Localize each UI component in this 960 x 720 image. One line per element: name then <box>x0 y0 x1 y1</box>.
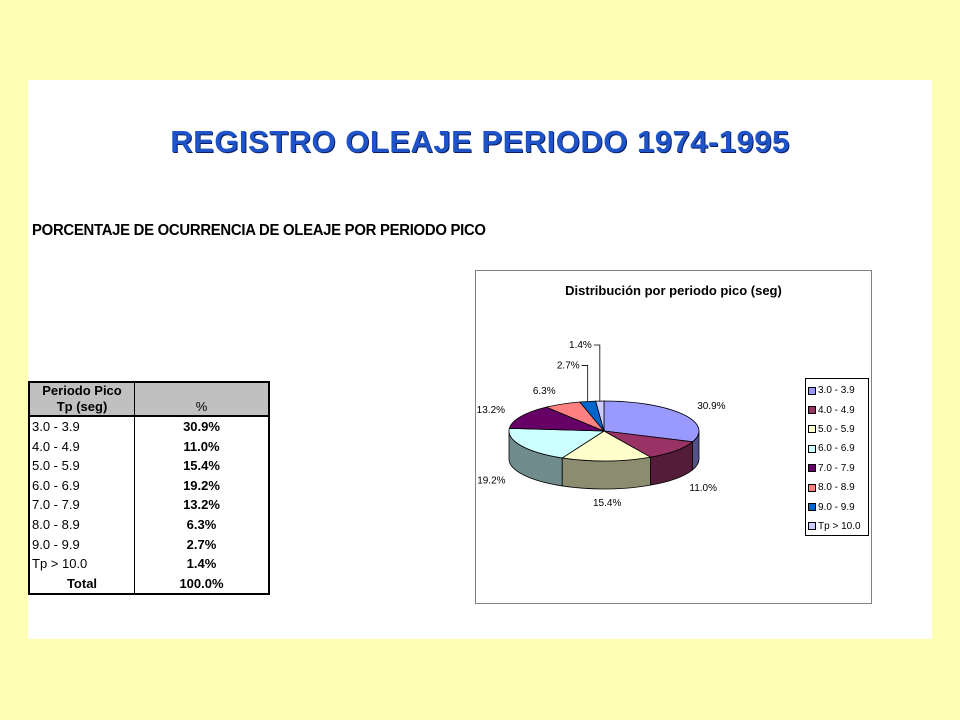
legend-item <box>808 439 868 458</box>
legend-label: 6.0 - 6.9 <box>818 443 855 455</box>
label-leader-line <box>594 345 600 401</box>
legend-item <box>808 497 868 516</box>
row-range: 8.0 - 8.9 <box>29 515 135 535</box>
table-row <box>29 456 269 476</box>
table-row <box>29 554 269 574</box>
chart-area <box>475 270 872 604</box>
table-row <box>29 535 269 555</box>
svg-text:15.4%: 15.4% <box>593 497 622 509</box>
total-label: Total <box>29 574 135 595</box>
row-range: 7.0 - 7.9 <box>29 495 135 515</box>
legend-swatch <box>808 387 816 395</box>
table-row <box>29 476 269 496</box>
worksheet <box>28 80 932 639</box>
header-period <box>29 382 135 416</box>
svg-text:13.2%: 13.2% <box>476 404 506 416</box>
chart-title: Distribución por periodo pico (seg) <box>565 283 782 298</box>
legend-swatch <box>808 464 816 472</box>
legend-label: 7.0 - 7.9 <box>818 462 855 474</box>
table-row <box>29 495 269 515</box>
row-percent: 19.2% <box>135 476 270 496</box>
legend-label: Tp > 10.0 <box>818 520 861 532</box>
total-value: 100.0% <box>135 574 270 595</box>
row-range: 5.0 - 5.9 <box>29 456 135 476</box>
row-range: Tp > 10.0 <box>29 554 135 574</box>
row-percent: 6.3% <box>135 515 270 535</box>
legend-swatch <box>808 503 816 511</box>
header-period-line1: Periodo Pico <box>42 383 122 398</box>
pie-data-label <box>533 386 556 397</box>
page-title: REGISTRO OLEAJE PERIODO 1974-1995 <box>170 124 790 159</box>
legend-item <box>808 400 868 419</box>
svg-text:30.9%: 30.9% <box>697 401 726 413</box>
row-percent: 11.0% <box>135 437 270 457</box>
row-percent: 1.4% <box>135 554 270 574</box>
pie-data-label <box>477 405 505 416</box>
total-row <box>29 574 269 595</box>
legend-item <box>808 420 868 439</box>
row-percent: 2.7% <box>135 535 270 555</box>
pie-slice-side <box>562 457 650 489</box>
row-range: 6.0 - 6.9 <box>29 476 135 496</box>
pie-data-label <box>689 483 717 494</box>
header-period-line2: Tp (seg) <box>56 399 108 414</box>
pie-data-label <box>593 498 621 509</box>
legend-label: 9.0 - 9.9 <box>818 501 855 513</box>
table-row <box>29 515 269 535</box>
legend-item <box>808 459 868 478</box>
row-percent: 15.4% <box>135 456 270 476</box>
header-percent: % <box>135 382 270 416</box>
legend-label: 5.0 - 5.9 <box>818 423 855 435</box>
legend-label: 4.0 - 4.9 <box>818 404 855 416</box>
legend-swatch <box>808 522 816 530</box>
pie-data-label <box>557 360 588 401</box>
label-leader-line <box>582 365 588 401</box>
table-row <box>29 437 269 457</box>
svg-text:11.0%: 11.0% <box>689 482 718 494</box>
svg-text:2.7%: 2.7% <box>556 360 580 372</box>
svg-text:6.3%: 6.3% <box>532 386 556 398</box>
legend-swatch <box>808 406 816 414</box>
pie-data-label <box>697 401 725 412</box>
legend-swatch <box>808 425 816 433</box>
chart-legend <box>805 378 869 536</box>
legend-item <box>808 478 868 497</box>
table-subtitle: PORCENTAJE DE OCURRENCIA DE OLEAJE POR PERIODO PICO <box>32 222 486 239</box>
legend-swatch <box>808 445 816 453</box>
legend-label: 8.0 - 8.9 <box>818 482 855 494</box>
row-percent: 13.2% <box>135 495 270 515</box>
legend-label: 3.0 - 3.9 <box>818 385 855 397</box>
svg-text:1.4%: 1.4% <box>569 340 592 352</box>
legend-swatch <box>808 484 816 492</box>
row-range: 3.0 - 3.9 <box>29 416 135 437</box>
row-range: 4.0 - 4.9 <box>29 437 135 457</box>
svg-text:19.2%: 19.2% <box>477 475 506 487</box>
row-range: 9.0 - 9.9 <box>29 535 135 555</box>
row-percent: 30.9% <box>135 416 270 437</box>
table-row <box>29 416 269 437</box>
pie-data-label <box>477 476 505 487</box>
legend-item <box>808 381 868 400</box>
legend-item <box>808 517 868 536</box>
period-table <box>28 381 270 595</box>
